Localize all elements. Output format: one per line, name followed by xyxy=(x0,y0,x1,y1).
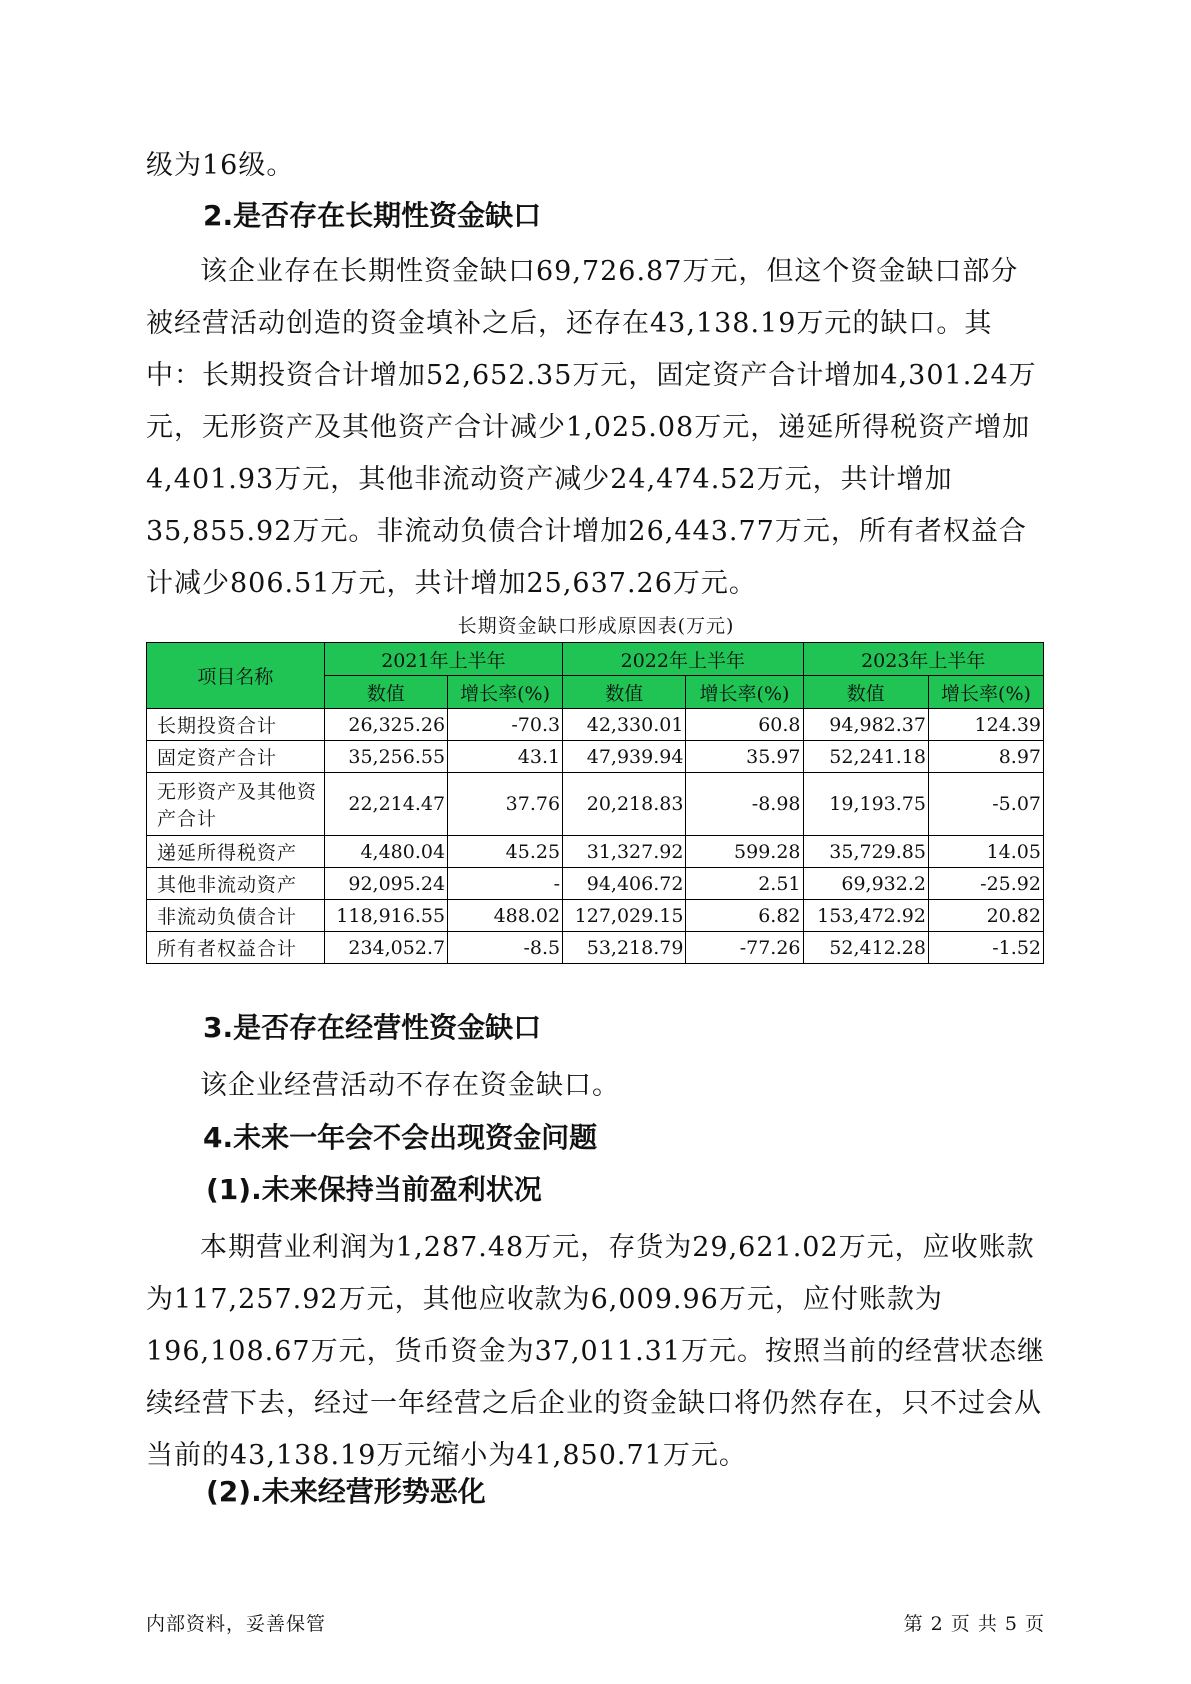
cell-value: 19,193.75 xyxy=(803,773,928,836)
cell-growth: -25.92 xyxy=(928,868,1043,900)
header-year-2022: 2022年上半年 xyxy=(563,643,803,676)
cell-value: 26,325.26 xyxy=(324,709,447,741)
table-row xyxy=(147,741,1044,773)
cell-growth: 35.97 xyxy=(686,741,803,773)
cell-growth: - xyxy=(448,868,563,900)
footer-confidential-note: 内部资料，妥善保管 xyxy=(146,1613,327,1635)
cell-growth: 488.02 xyxy=(448,900,563,932)
cell-value: 4,480.04 xyxy=(324,836,447,868)
cell-growth: 37.76 xyxy=(448,773,563,836)
cell-growth: -8.98 xyxy=(686,773,803,836)
section4-sub1-heading: (1).未来保持当前盈利状况 xyxy=(206,1173,542,1206)
row-name: 无形资产及其他资产合计 xyxy=(147,773,325,836)
cell-value: 31,327.92 xyxy=(563,836,686,868)
row-name: 非流动负债合计 xyxy=(147,900,325,932)
cell-value: 234,052.7 xyxy=(324,932,447,964)
cell-growth: 60.8 xyxy=(686,709,803,741)
cell-value: 22,214.47 xyxy=(324,773,447,836)
cell-value: 153,472.92 xyxy=(803,900,928,932)
cell-growth: -70.3 xyxy=(448,709,563,741)
long-term-gap-table xyxy=(146,642,1044,964)
cell-growth: 6.82 xyxy=(686,900,803,932)
cell-value: 20,218.83 xyxy=(563,773,686,836)
section3-paragraph: 该企业经营活动不存在资金缺口。 xyxy=(200,1070,620,1101)
cell-growth: 124.39 xyxy=(928,709,1043,741)
header-value-2021: 数值 xyxy=(324,676,447,709)
cell-growth: 45.25 xyxy=(448,836,563,868)
row-name: 递延所得税资产 xyxy=(147,836,325,868)
table-row xyxy=(147,773,1044,836)
header-year-2023: 2023年上半年 xyxy=(803,643,1043,676)
cell-value: 118,916.55 xyxy=(324,900,447,932)
table-header-row-years xyxy=(147,643,1044,676)
table-row xyxy=(147,932,1044,964)
section3-heading: 3.是否存在经营性资金缺口 xyxy=(203,1011,542,1044)
section2-heading: 2.是否存在长期性资金缺口 xyxy=(203,199,542,232)
cell-value: 47,939.94 xyxy=(563,741,686,773)
footer-page-number: 第 2 页 共 5 页 xyxy=(903,1613,1045,1635)
cell-growth: 43.1 xyxy=(448,741,563,773)
cell-value: 53,218.79 xyxy=(563,932,686,964)
section2-paragraph: 该企业存在长期性资金缺口69,726.87万元，但这个资金缺口部分被经营活动创造的资金填补之后，还存在43,138.19万元的缺口。其中：长期投资合计增加52,652.35万元，固定资产合计增加4,301.24万元，无形资产及其他资产合计减少1,025.08万元，递延所得税资产增加4,401.93万元，其他非流动资产减少24,474.52万元，共计增加35,855.92万元。非流动负债合计增加26,443.77万元，所有者权益合计减少806.51万元，共计增加25,637.26万元。 xyxy=(146,256,1037,599)
cell-growth: -1.52 xyxy=(928,932,1043,964)
header-growth-2021: 增长率(%) xyxy=(448,676,563,709)
cell-value: 35,256.55 xyxy=(324,741,447,773)
cell-value: 52,412.28 xyxy=(803,932,928,964)
cell-growth: 20.82 xyxy=(928,900,1043,932)
cell-value: 52,241.18 xyxy=(803,741,928,773)
row-name: 固定资产合计 xyxy=(147,741,325,773)
header-growth-2022: 增长率(%) xyxy=(686,676,803,709)
header-value-2022: 数值 xyxy=(563,676,686,709)
cell-value: 92,095.24 xyxy=(324,868,447,900)
header-year-2021: 2021年上半年 xyxy=(324,643,562,676)
table-row xyxy=(147,900,1044,932)
row-name: 长期投资合计 xyxy=(147,709,325,741)
table-row xyxy=(147,709,1044,741)
cell-value: 35,729.85 xyxy=(803,836,928,868)
cell-growth: 2.51 xyxy=(686,868,803,900)
table-caption: 长期资金缺口形成原因表(万元) xyxy=(457,615,735,637)
header-item-name: 项目名称 xyxy=(147,643,325,709)
table-row xyxy=(147,868,1044,900)
cell-value: 94,406.72 xyxy=(563,868,686,900)
cell-growth: 599.28 xyxy=(686,836,803,868)
cell-value: 42,330.01 xyxy=(563,709,686,741)
row-name: 其他非流动资产 xyxy=(147,868,325,900)
cell-growth: 8.97 xyxy=(928,741,1043,773)
table-row xyxy=(147,836,1044,868)
intro-tail-text: 级为16级。 xyxy=(146,150,295,181)
header-growth-2023: 增长率(%) xyxy=(928,676,1043,709)
section4-sub1-paragraph: 本期营业利润为1,287.48万元，存货为29,621.02万元，应收账款为117,257.92万元，其他应收款为6,009.96万元，应付账款为196,108.67万元，货币资金为37,011.31万元。按照当前的经营状态继续经营下去，经过一年经营之后企业的资金缺口将仍然存在，只不过会从当前的43,138.19万元缩小为41,850.71万元。 xyxy=(146,1232,1046,1471)
cell-growth: -77.26 xyxy=(686,932,803,964)
row-name: 所有者权益合计 xyxy=(147,932,325,964)
cell-growth: 14.05 xyxy=(928,836,1043,868)
cell-value: 94,982.37 xyxy=(803,709,928,741)
header-value-2023: 数值 xyxy=(803,676,928,709)
cell-growth: -5.07 xyxy=(928,773,1043,836)
cell-value: 127,029.15 xyxy=(563,900,686,932)
section4-sub2-heading: (2).未来经营形势恶化 xyxy=(206,1475,486,1508)
cell-value: 69,932.2 xyxy=(803,868,928,900)
cell-growth: -8.5 xyxy=(448,932,563,964)
section4-heading: 4.未来一年会不会出现资金问题 xyxy=(203,1121,598,1154)
